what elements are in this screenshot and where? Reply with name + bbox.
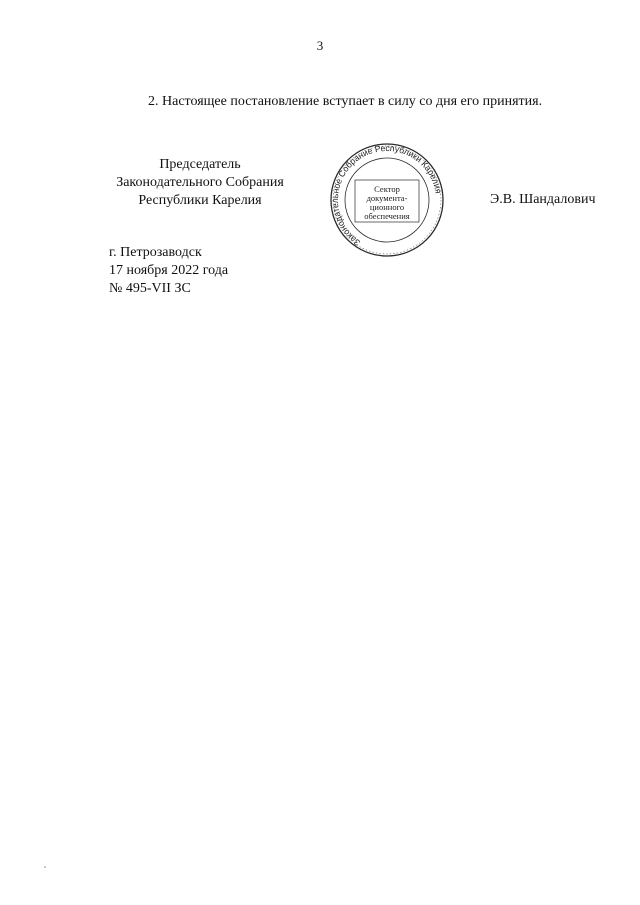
- seal-inner-line: ционного: [369, 202, 405, 212]
- footer-number: № 495-VII ЗС: [109, 281, 191, 296]
- scan-artifact-dot: [44, 866, 46, 868]
- seal-inner-line: Сектор: [374, 184, 400, 194]
- signer-name: Э.В. Шандалович: [490, 192, 596, 207]
- document-footer: [109, 244, 228, 298]
- signer-title-line: Председатель: [159, 157, 241, 172]
- signer-title-line: Республики Карелия: [138, 193, 262, 208]
- seal-outer-text: Законодательное Собрание Республики Карелия: [329, 142, 444, 248]
- footer-city: г. Петрозаводск: [109, 245, 202, 260]
- seal-inner-line: документа-: [366, 193, 408, 203]
- paragraph-effective-date: 2. Настоящее постановление вступает в силу со дня его принятия.: [148, 94, 543, 109]
- signer-title: [100, 156, 300, 210]
- page-number: 3: [316, 38, 324, 53]
- signer-title-line: Законодательного Собрания: [116, 175, 284, 190]
- footer-date: 17 ноября 2022 года: [109, 263, 229, 278]
- seal-inner-line: обеспечения: [364, 211, 410, 221]
- official-seal-stamp: [329, 142, 445, 258]
